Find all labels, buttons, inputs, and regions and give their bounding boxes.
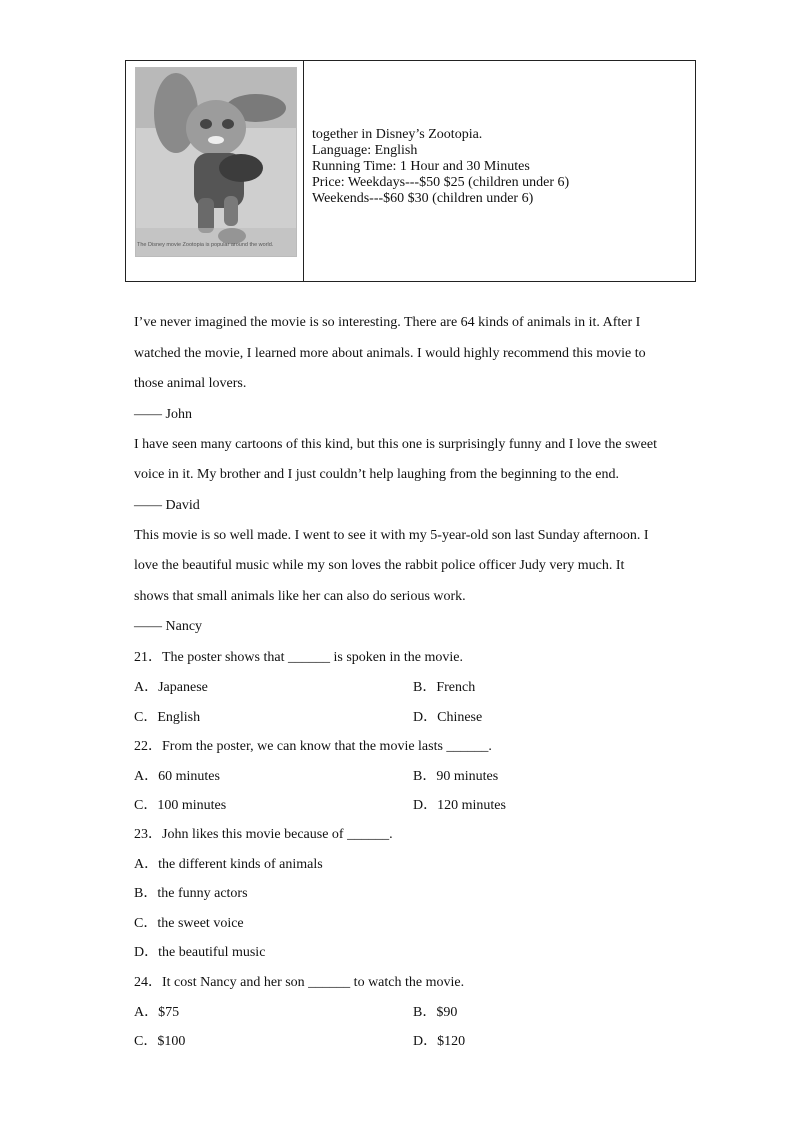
photo-caption: The Disney movie Zootopia is popular around the world. [137, 242, 274, 248]
option-22-c: C．100 minutes [134, 798, 227, 813]
option-23-c: C．the sweet voice [134, 916, 244, 931]
question-24: 24．It cost Nancy and her son ______ to watch the movie. [134, 975, 465, 990]
info-line: together in Disney’s Zootopia. [312, 127, 483, 142]
review-line: I have seen many cartoons of this kind, but this one is surprisingly funny and I love the sweet [134, 436, 657, 452]
movie-poster-table [125, 60, 696, 282]
option-22-a: A．60 minutes [134, 769, 220, 784]
review-line: shows that small animals like her can also do serious work. [134, 588, 466, 604]
option-21-a: A．Japanese [134, 680, 208, 695]
option-21-c: C．English [134, 710, 201, 725]
review-author: —— John [134, 406, 192, 422]
option-23-a: A．the different kinds of animals [134, 857, 323, 872]
option-24-c: C．$100 [134, 1034, 186, 1049]
option-23-d: D．the beautiful music [134, 945, 266, 960]
option-24-d: D．$120 [413, 1034, 466, 1049]
review-line: watched the movie, I learned more about animals. I would highly recommend this movie to [134, 345, 646, 361]
rabbit-character-image [136, 68, 296, 256]
option-24-b: B．$90 [413, 1005, 458, 1020]
info-price-weekends: Weekends---$60 $30 (children under 6) [312, 191, 534, 206]
question-22: 22．From the poster, we can know that the movie lasts ______. [134, 739, 492, 754]
review-line: love the beautiful music while my son loves the rabbit police officer Judy very much. It [134, 558, 625, 573]
question-23: 23．John likes this movie because of ______. [134, 827, 393, 842]
option-23-b: B．the funny actors [134, 886, 248, 901]
option-24-a: A．$75 [134, 1005, 180, 1020]
option-22-d: D．120 minutes [413, 798, 506, 813]
reviews [134, 313, 674, 647]
review-line: I’ve never imagined the movie is so interesting. There are 64 kinds of animals in it. After I [134, 315, 641, 330]
option-21-d: D．Chinese [413, 710, 483, 725]
review-author: —— Nancy [134, 619, 203, 634]
column-divider [303, 61, 304, 281]
info-language: Language: English [312, 143, 418, 158]
review-line: This movie is so well made. I went to see it with my 5-year-old son last Sunday afternoon. I [134, 527, 649, 543]
info-price-weekdays: Price: Weekdays---$50 $25 (children under 6) [312, 175, 570, 190]
info-running-time: Running Time: 1 Hour and 30 Minutes [312, 159, 530, 174]
poster-info [312, 127, 569, 207]
zootopia-photo [135, 67, 297, 257]
review-line: those animal lovers. [134, 376, 247, 391]
option-21-b: B．French [413, 680, 476, 695]
review-author: —— David [134, 497, 200, 513]
review-line: voice in it. My brother and I just couldn’t help laughing from the beginning to the end. [134, 467, 619, 482]
question-21: 21．The poster shows that ______ is spoken in the movie. [134, 650, 463, 665]
option-22-b: B．90 minutes [413, 769, 499, 784]
